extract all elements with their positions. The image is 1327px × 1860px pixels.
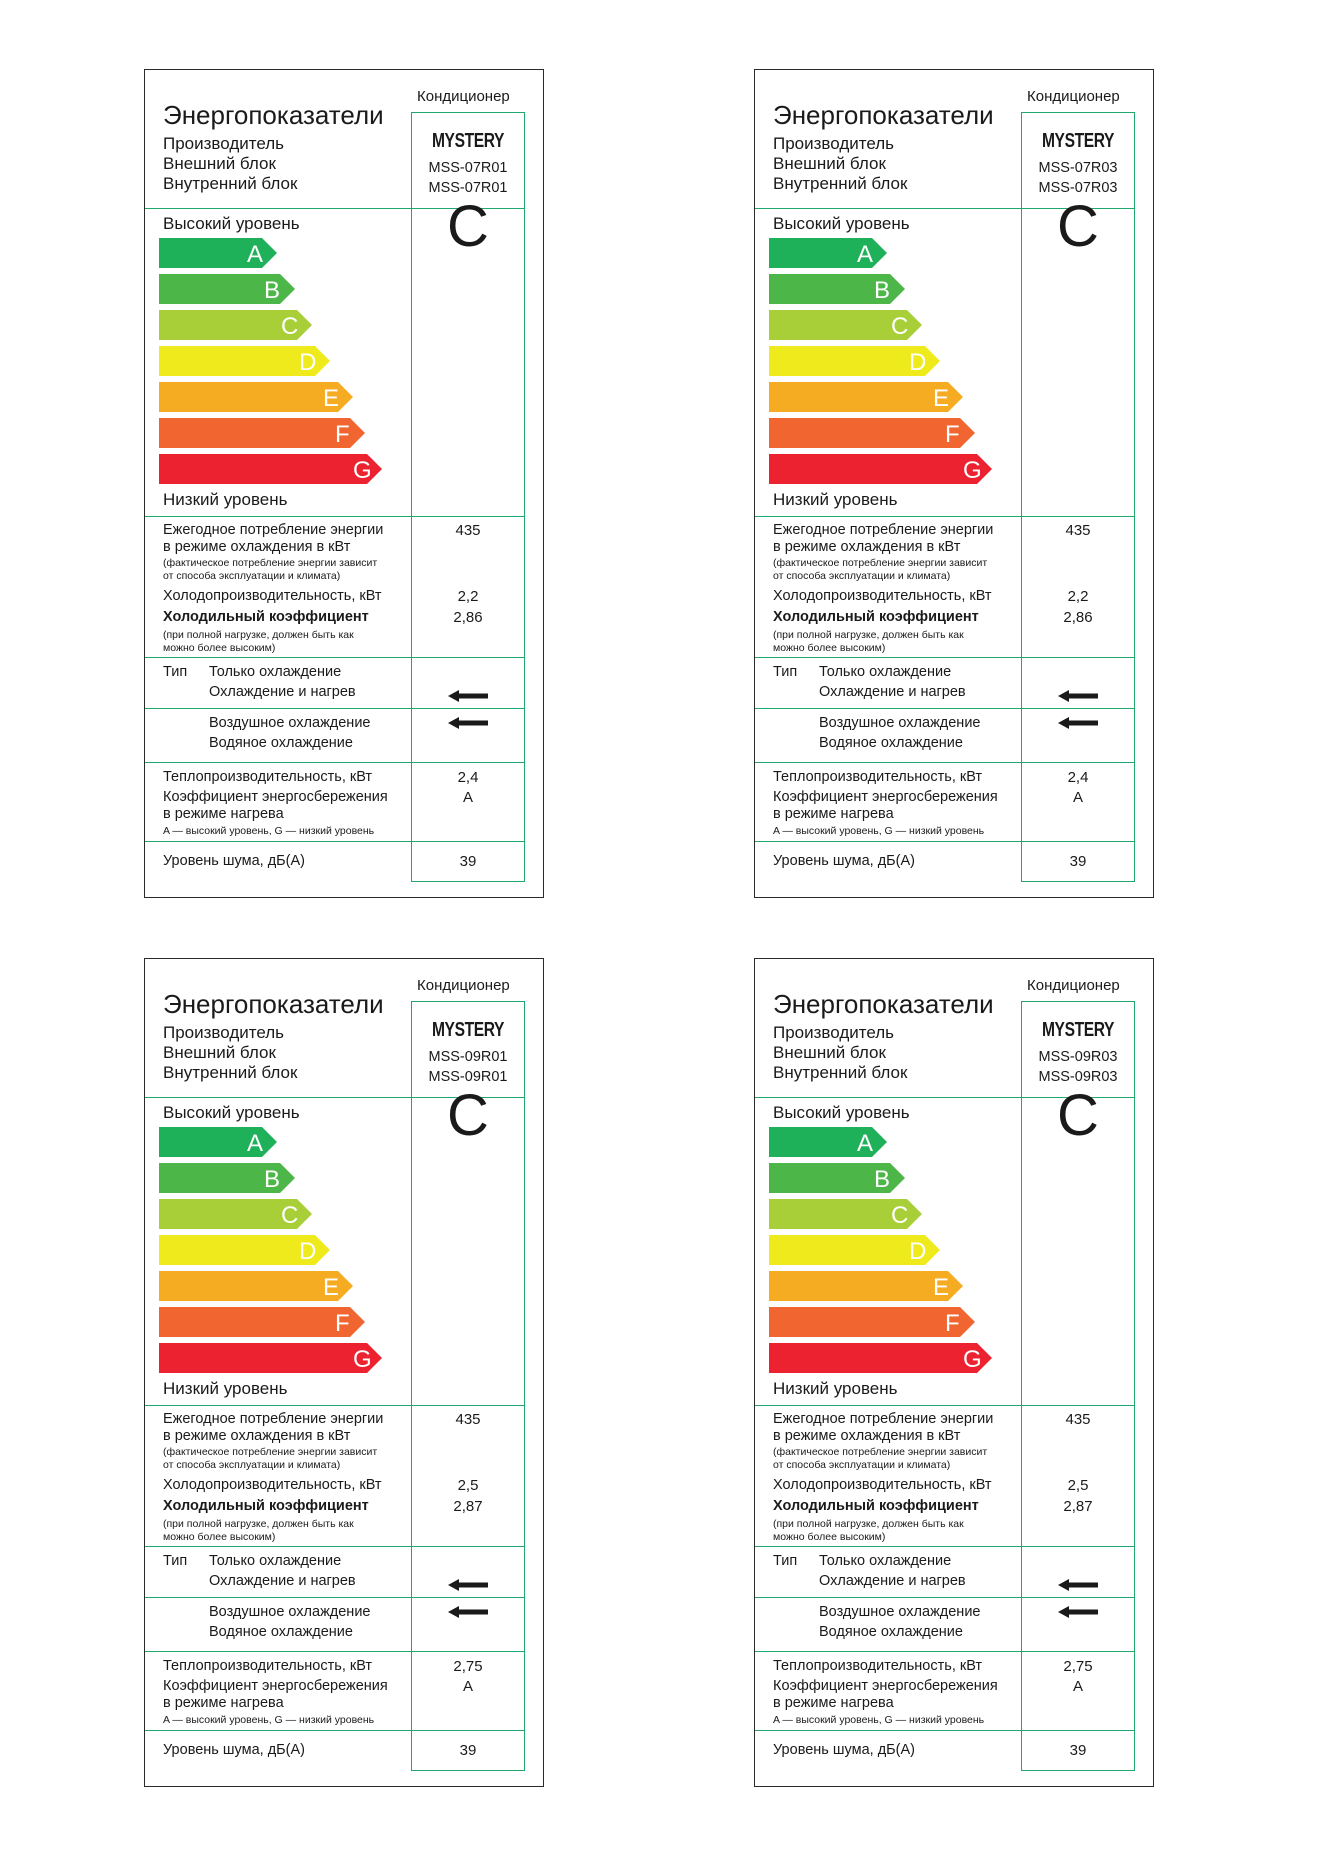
manufacturer-label: Производитель	[163, 134, 285, 153]
noise-label: Уровень шума, дБ(А)	[163, 1742, 305, 1758]
annual-consumption-label-2: в режиме охлаждения в кВт	[773, 1428, 961, 1444]
divider	[755, 1730, 1135, 1731]
divider	[145, 1546, 525, 1547]
indoor-model: MSS-09R01	[428, 1069, 508, 1085]
cooling-capacity-value: 2,5	[457, 1477, 479, 1494]
type-water-cooling: Водяное охлаждение	[209, 735, 353, 751]
noise-value: 39	[459, 1742, 477, 1759]
divider	[755, 1546, 1135, 1547]
energy-class: C	[1057, 194, 1099, 259]
outdoor-model: MSS-09R03	[1038, 1049, 1118, 1065]
annual-consumption-note: (фактическое потребление энергии зависит	[163, 557, 378, 569]
energy-label	[754, 958, 1154, 1787]
divider	[145, 1597, 525, 1598]
energy-saving-note: A — высокий уровень, G — низкий уровень	[773, 1714, 985, 1726]
noise-label: Уровень шума, дБ(А)	[773, 1742, 915, 1758]
energy-class: C	[447, 1083, 489, 1148]
outdoor-unit-label: Внешний блок	[163, 154, 276, 173]
heating-capacity-label: Теплопроизводительность, кВт	[773, 769, 983, 785]
high-level-label: Высокий уровень	[163, 1103, 300, 1122]
type-air-cooling: Воздушное охлаждение	[819, 1604, 981, 1620]
cooling-coefficient-label: Холодильный коэффициент	[163, 609, 369, 625]
cooling-coefficient-label: Холодильный коэффициент	[773, 1498, 979, 1514]
selected-arrow-icon	[1058, 1606, 1098, 1618]
type-label: Тип	[163, 664, 188, 680]
energy-scale	[159, 1127, 399, 1381]
energy-saving-label-2: в режиме нагрева	[773, 1695, 894, 1711]
brand-logo: MYSTERY	[431, 1019, 505, 1041]
energy-saving-label: Коэффициент энергосбережения	[773, 789, 998, 805]
divider	[755, 1651, 1135, 1652]
divider	[755, 657, 1135, 658]
energy-bar-letter: B	[874, 277, 891, 304]
annual-consumption-note: (фактическое потребление энергии зависит	[163, 1446, 378, 1458]
energy-scale	[159, 238, 399, 492]
type-label: Тип	[163, 1553, 188, 1569]
cooling-coefficient-note-2: можно более высоким)	[773, 642, 886, 654]
type-water-cooling: Водяное охлаждение	[819, 1624, 963, 1640]
energy-scale	[769, 238, 1009, 492]
indoor-model: MSS-07R01	[428, 180, 508, 196]
type-only-cooling: Только охлаждение	[819, 1553, 952, 1569]
divider	[755, 841, 1135, 842]
high-level-label: Высокий уровень	[773, 214, 910, 233]
outdoor-unit-label: Внешний блок	[773, 154, 886, 173]
cooling-coefficient-value: 2,86	[1063, 609, 1093, 626]
label-title: Энергопоказатели	[163, 100, 384, 130]
outdoor-model: MSS-07R03	[1038, 160, 1118, 176]
energy-bar-letter: D	[299, 1238, 317, 1265]
energy-label	[144, 69, 544, 898]
type-only-cooling: Только охлаждение	[209, 1553, 342, 1569]
energy-bar-letter: D	[909, 349, 927, 376]
manufacturer-label: Производитель	[773, 1023, 895, 1042]
annual-consumption-label: Ежегодное потребление энергии	[163, 1411, 384, 1427]
annual-consumption-note-2: от способа эксплуатации и климата)	[163, 1459, 341, 1471]
energy-saving-label-2: в режиме нагрева	[773, 806, 894, 822]
cooling-coefficient-note: (при полной нагрузке, должен быть как	[163, 1518, 354, 1530]
high-level-label: Высокий уровень	[773, 1103, 910, 1122]
outdoor-unit-label: Внешний блок	[163, 1043, 276, 1062]
noise-value: 39	[1069, 853, 1087, 870]
cooling-coefficient-note-2: можно более высоким)	[773, 1531, 886, 1543]
cooling-coefficient-value: 2,87	[1063, 1498, 1093, 1515]
device-type: Кондиционер	[417, 977, 510, 994]
outdoor-model: MSS-07R01	[428, 160, 508, 176]
annual-consumption-label: Ежегодное потребление энергии	[773, 1411, 994, 1427]
energy-bar-letter: A	[247, 1130, 264, 1157]
type-cooling-heating: Охлаждение и нагрев	[819, 1573, 966, 1589]
energy-bar-letter: F	[945, 421, 960, 448]
divider	[755, 708, 1135, 709]
indoor-model: MSS-09R03	[1038, 1069, 1118, 1085]
divider	[145, 762, 525, 763]
energy-saving-note: A — высокий уровень, G — низкий уровень	[773, 825, 985, 837]
manufacturer-label: Производитель	[773, 134, 895, 153]
low-level-label: Низкий уровень	[163, 1379, 288, 1398]
device-type: Кондиционер	[417, 88, 510, 105]
type-air-cooling: Воздушное охлаждение	[819, 715, 981, 731]
energy-bar-g	[769, 454, 992, 484]
device-type: Кондиционер	[1027, 977, 1120, 994]
energy-bar-letter: C	[891, 313, 909, 340]
energy-bar-letter: B	[264, 277, 281, 304]
energy-bar-letter: E	[933, 385, 950, 412]
divider	[145, 516, 525, 517]
cooling-coefficient-label: Холодильный коэффициент	[163, 1498, 369, 1514]
device-type: Кондиционер	[1027, 88, 1120, 105]
annual-consumption-label: Ежегодное потребление энергии	[163, 522, 384, 538]
energy-saving-class: A	[462, 789, 473, 806]
divider	[755, 1597, 1135, 1598]
cooling-capacity-label: Холодопроизводительность, кВт	[163, 1477, 382, 1493]
type-cooling-heating: Охлаждение и нагрев	[209, 684, 356, 700]
selected-arrow-icon	[448, 690, 488, 702]
selected-arrow-icon	[448, 717, 488, 729]
label-title: Энергопоказатели	[163, 989, 384, 1019]
manufacturer-label: Производитель	[163, 1023, 285, 1042]
energy-label	[754, 69, 1154, 898]
divider	[145, 708, 525, 709]
energy-bar-letter: F	[335, 1310, 350, 1337]
energy-bar-letter: E	[323, 1274, 340, 1301]
type-label: Тип	[773, 664, 798, 680]
energy-saving-label-2: в режиме нагрева	[163, 806, 284, 822]
annual-consumption-note: (фактическое потребление энергии зависит	[773, 1446, 988, 1458]
low-level-label: Низкий уровень	[773, 1379, 898, 1398]
type-water-cooling: Водяное охлаждение	[209, 1624, 353, 1640]
energy-bar-letter: G	[963, 1346, 982, 1373]
divider	[755, 516, 1135, 517]
divider	[145, 1651, 525, 1652]
indoor-unit-label: Внутренний блок	[163, 174, 298, 193]
energy-bar-letter: D	[909, 1238, 927, 1265]
heating-capacity-value: 2,75	[453, 1658, 483, 1675]
annual-consumption-note: (фактическое потребление энергии зависит	[773, 557, 988, 569]
energy-bar-letter: A	[247, 241, 264, 268]
type-water-cooling: Водяное охлаждение	[819, 735, 963, 751]
cooling-capacity-value: 2,2	[1067, 588, 1089, 605]
indoor-unit-label: Внутренний блок	[773, 174, 908, 193]
cooling-coefficient-note: (при полной нагрузке, должен быть как	[773, 629, 964, 641]
label-title: Энергопоказатели	[773, 100, 994, 130]
energy-bar-letter: E	[323, 385, 340, 412]
divider	[755, 1405, 1135, 1406]
type-cooling-heating: Охлаждение и нагрев	[819, 684, 966, 700]
energy-bar-letter: A	[857, 1130, 874, 1157]
energy-bar-letter: B	[264, 1166, 281, 1193]
label-title: Энергопоказатели	[773, 989, 994, 1019]
energy-bar-letter: G	[353, 1346, 372, 1373]
heating-capacity-value: 2,4	[457, 769, 479, 786]
energy-bar-letter: E	[933, 1274, 950, 1301]
energy-bar-g	[159, 1343, 382, 1373]
energy-saving-class: A	[462, 1678, 473, 1695]
brand-logo: MYSTERY	[431, 130, 505, 152]
noise-value: 39	[1069, 1742, 1087, 1759]
selected-arrow-icon	[1058, 717, 1098, 729]
energy-label	[144, 958, 544, 1787]
type-only-cooling: Только охлаждение	[819, 664, 952, 680]
heating-capacity-value: 2,4	[1067, 769, 1089, 786]
type-air-cooling: Воздушное охлаждение	[209, 715, 371, 731]
annual-consumption-value: 435	[455, 522, 481, 539]
annual-consumption-note-2: от способа эксплуатации и климата)	[773, 570, 951, 582]
brand-logo: MYSTERY	[1041, 130, 1115, 152]
energy-saving-class: A	[1072, 789, 1083, 806]
annual-consumption-note-2: от способа эксплуатации и климата)	[773, 1459, 951, 1471]
type-air-cooling: Воздушное охлаждение	[209, 1604, 371, 1620]
annual-consumption-label-2: в режиме охлаждения в кВт	[773, 539, 961, 555]
divider	[755, 762, 1135, 763]
heating-capacity-label: Теплопроизводительность, кВт	[773, 1658, 983, 1674]
energy-bar-letter: A	[857, 241, 874, 268]
energy-bar-letter: C	[891, 1202, 909, 1229]
noise-label: Уровень шума, дБ(А)	[773, 853, 915, 869]
selected-arrow-icon	[1058, 690, 1098, 702]
energy-bar-letter: B	[874, 1166, 891, 1193]
energy-saving-class: A	[1072, 1678, 1083, 1695]
energy-bar-letter: C	[281, 313, 299, 340]
low-level-label: Низкий уровень	[163, 490, 288, 509]
energy-saving-label: Коэффициент энергосбережения	[163, 1678, 388, 1694]
type-label: Тип	[773, 1553, 798, 1569]
cooling-coefficient-note: (при полной нагрузке, должен быть как	[773, 1518, 964, 1530]
cooling-capacity-label: Холодопроизводительность, кВт	[773, 588, 992, 604]
cooling-coefficient-note-2: можно более высоким)	[163, 642, 276, 654]
noise-value: 39	[459, 853, 477, 870]
brand-logo: MYSTERY	[1041, 1019, 1115, 1041]
heating-capacity-label: Теплопроизводительность, кВт	[163, 1658, 373, 1674]
cooling-capacity-value: 2,5	[1067, 1477, 1089, 1494]
energy-bar-g	[159, 454, 382, 484]
indoor-unit-label: Внутренний блок	[163, 1063, 298, 1082]
type-only-cooling: Только охлаждение	[209, 664, 342, 680]
indoor-unit-label: Внутренний блок	[773, 1063, 908, 1082]
divider	[145, 841, 525, 842]
energy-scale	[769, 1127, 1009, 1381]
energy-bar-letter: F	[945, 1310, 960, 1337]
annual-consumption-label: Ежегодное потребление энергии	[773, 522, 994, 538]
cooling-capacity-value: 2,2	[457, 588, 479, 605]
divider	[145, 1730, 525, 1731]
energy-class: C	[447, 194, 489, 259]
cooling-capacity-label: Холодопроизводительность, кВт	[163, 588, 382, 604]
heating-capacity-value: 2,75	[1063, 1658, 1093, 1675]
outdoor-model: MSS-09R01	[428, 1049, 508, 1065]
annual-consumption-label-2: в режиме охлаждения в кВт	[163, 1428, 351, 1444]
energy-bar-letter: F	[335, 421, 350, 448]
cooling-coefficient-note: (при полной нагрузке, должен быть как	[163, 629, 354, 641]
divider	[145, 1405, 525, 1406]
type-cooling-heating: Охлаждение и нагрев	[209, 1573, 356, 1589]
selected-arrow-icon	[1058, 1579, 1098, 1591]
annual-consumption-value: 435	[1065, 1411, 1091, 1428]
energy-saving-label: Коэффициент энергосбережения	[163, 789, 388, 805]
energy-class: C	[1057, 1083, 1099, 1148]
cooling-capacity-label: Холодопроизводительность, кВт	[773, 1477, 992, 1493]
annual-consumption-note-2: от способа эксплуатации и климата)	[163, 570, 341, 582]
energy-bar-letter: G	[963, 457, 982, 484]
outdoor-unit-label: Внешний блок	[773, 1043, 886, 1062]
cooling-coefficient-label: Холодильный коэффициент	[773, 609, 979, 625]
divider	[145, 657, 525, 658]
energy-bar-letter: D	[299, 349, 317, 376]
energy-saving-note: A — высокий уровень, G — низкий уровень	[163, 1714, 375, 1726]
selected-arrow-icon	[448, 1606, 488, 1618]
energy-saving-label-2: в режиме нагрева	[163, 1695, 284, 1711]
energy-bar-letter: G	[353, 457, 372, 484]
energy-saving-label: Коэффициент энергосбережения	[773, 1678, 998, 1694]
low-level-label: Низкий уровень	[773, 490, 898, 509]
energy-saving-note: A — высокий уровень, G — низкий уровень	[163, 825, 375, 837]
selected-arrow-icon	[448, 1579, 488, 1591]
annual-consumption-value: 435	[1065, 522, 1091, 539]
indoor-model: MSS-07R03	[1038, 180, 1118, 196]
noise-label: Уровень шума, дБ(А)	[163, 853, 305, 869]
cooling-coefficient-value: 2,86	[453, 609, 483, 626]
annual-consumption-value: 435	[455, 1411, 481, 1428]
energy-bar-letter: C	[281, 1202, 299, 1229]
cooling-coefficient-note-2: можно более высоким)	[163, 1531, 276, 1543]
cooling-coefficient-value: 2,87	[453, 1498, 483, 1515]
energy-bar-g	[769, 1343, 992, 1373]
heating-capacity-label: Теплопроизводительность, кВт	[163, 769, 373, 785]
high-level-label: Высокий уровень	[163, 214, 300, 233]
annual-consumption-label-2: в режиме охлаждения в кВт	[163, 539, 351, 555]
